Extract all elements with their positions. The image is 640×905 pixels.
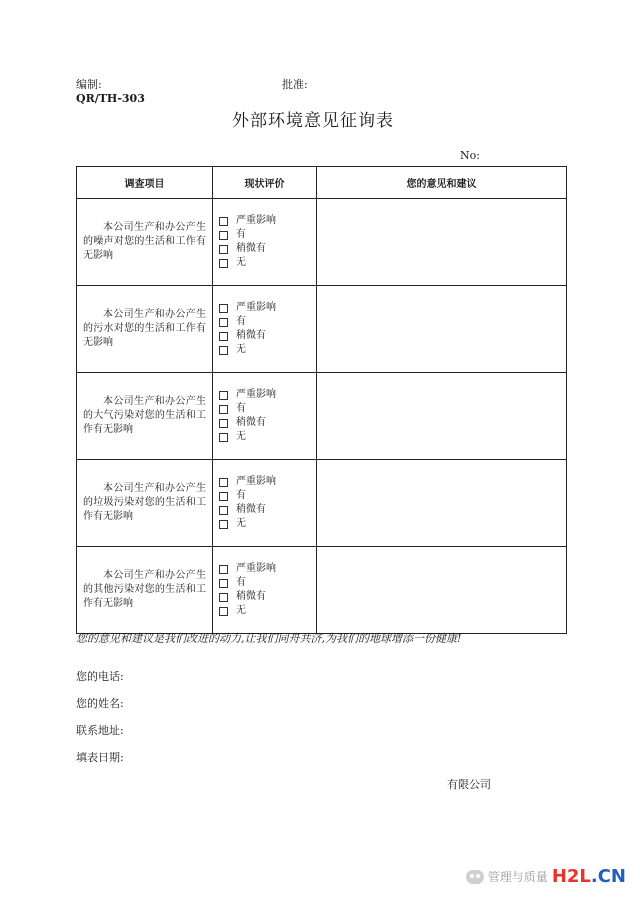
rating-option[interactable] (219, 604, 316, 618)
rating-option[interactable] (219, 416, 316, 430)
checkbox[interactable] (219, 304, 228, 313)
checkbox[interactable] (219, 607, 228, 616)
rating-option[interactable] (219, 329, 316, 343)
checkbox[interactable] (219, 593, 228, 602)
rating-option-label: 严重影响 (236, 215, 276, 226)
table-row (77, 373, 567, 460)
rating-option[interactable] (219, 430, 316, 444)
rating-option-label: 稍微有 (236, 504, 266, 515)
checkbox[interactable] (219, 478, 228, 487)
checkbox[interactable] (219, 565, 228, 574)
survey-item-cell (77, 199, 213, 286)
checkbox[interactable] (219, 217, 228, 226)
rating-options-cell (213, 199, 317, 286)
document-title: 外部环境意见征询表 (232, 111, 394, 131)
rating-option[interactable] (219, 242, 316, 256)
survey-item-cell (77, 286, 213, 373)
survey-item-text: 本公司生产和办公产生的垃圾污染对您的生活和工作有无影响 (83, 483, 206, 522)
rating-option-label: 严重影响 (236, 563, 276, 574)
date-field-label: 填表日期: (76, 751, 124, 764)
checkbox[interactable] (219, 433, 228, 442)
table-row (77, 460, 567, 547)
checkbox[interactable] (219, 346, 228, 355)
company-name: 有限公司 (447, 778, 491, 791)
rating-option-label: 无 (236, 605, 246, 616)
rating-option[interactable] (219, 517, 316, 531)
rating-option[interactable] (219, 402, 316, 416)
rating-option-label: 严重影响 (236, 302, 276, 313)
rating-option[interactable] (219, 214, 316, 228)
rating-options-cell (213, 286, 317, 373)
document-code: QR/TH-303 (76, 92, 145, 105)
checkbox[interactable] (219, 579, 228, 588)
rating-option-label: 稍微有 (236, 330, 266, 341)
checkbox[interactable] (219, 405, 228, 414)
wechat-icon (466, 870, 484, 884)
rating-option-label: 无 (236, 431, 246, 442)
rating-option-label: 稍微有 (236, 243, 266, 254)
rating-option-label: 稍微有 (236, 591, 266, 602)
rating-option-label: 有 (236, 490, 246, 501)
table-row (77, 547, 567, 634)
rating-option[interactable] (219, 301, 316, 315)
rating-option[interactable] (219, 228, 316, 242)
rating-option[interactable] (219, 256, 316, 270)
slogan-text: 您的意见和建议是我们改进的动力,让我们同舟共济,为我们的地球增添一份健康! (76, 632, 462, 645)
survey-item-cell (77, 373, 213, 460)
compiled-by-label: 编制: (76, 78, 102, 91)
rating-options-cell (213, 373, 317, 460)
rating-option-label: 无 (236, 344, 246, 355)
suggestion-cell[interactable] (317, 460, 567, 547)
checkbox[interactable] (219, 231, 228, 240)
survey-item-text: 本公司生产和办公产生的污水对您的生活和工作有无影响 (83, 309, 206, 348)
suggestion-cell[interactable] (317, 286, 567, 373)
header-status-rating: 现状评价 (213, 167, 317, 199)
rating-option-label: 有 (236, 229, 246, 240)
checkbox[interactable] (219, 520, 228, 529)
rating-options-cell (213, 460, 317, 547)
survey-item-text: 本公司生产和办公产生的大气污染对您的生活和工作有无影响 (83, 396, 206, 435)
rating-option-label: 严重影响 (236, 389, 276, 400)
rating-option-label: 无 (236, 518, 246, 529)
suggestion-cell[interactable] (317, 199, 567, 286)
survey-item-cell (77, 547, 213, 634)
rating-option-label: 无 (236, 257, 246, 268)
suggestion-cell[interactable] (317, 547, 567, 634)
rating-option-label: 有 (236, 577, 246, 588)
h2l-logo: H2L.CN (551, 866, 626, 887)
header-suggestions: 您的意见和建议 (317, 167, 567, 199)
checkbox[interactable] (219, 492, 228, 501)
name-field-label: 您的姓名: (76, 697, 124, 710)
rating-option[interactable] (219, 315, 316, 329)
rating-option-label: 严重影响 (236, 476, 276, 487)
survey-item-text: 本公司生产和办公产生的其他污染对您的生活和工作有无影响 (83, 570, 206, 609)
checkbox[interactable] (219, 506, 228, 515)
suggestion-cell[interactable] (317, 373, 567, 460)
rating-option[interactable] (219, 388, 316, 402)
rating-options-cell (213, 547, 317, 634)
rating-option[interactable] (219, 590, 316, 604)
serial-number-label: No: (460, 149, 480, 162)
header-survey-item: 调查项目 (77, 167, 213, 199)
table-row (77, 199, 567, 286)
checkbox[interactable] (219, 245, 228, 254)
watermark-text: 管理与质量 (487, 870, 548, 884)
survey-item-cell (77, 460, 213, 547)
rating-option[interactable] (219, 475, 316, 489)
rating-option-label: 有 (236, 316, 246, 327)
rating-option-label: 有 (236, 403, 246, 414)
phone-field-label: 您的电话: (76, 670, 124, 683)
checkbox[interactable] (219, 419, 228, 428)
rating-option[interactable] (219, 576, 316, 590)
checkbox[interactable] (219, 332, 228, 341)
table-row (77, 286, 567, 373)
survey-table (76, 166, 567, 634)
survey-item-text: 本公司生产和办公产生的噪声对您的生活和工作有无影响 (83, 222, 206, 261)
rating-option[interactable] (219, 503, 316, 517)
rating-option-label: 稍微有 (236, 417, 266, 428)
checkbox[interactable] (219, 259, 228, 268)
table-header-row (77, 167, 567, 199)
checkbox[interactable] (219, 318, 228, 327)
rating-option[interactable] (219, 562, 316, 576)
address-field-label: 联系地址: (76, 724, 124, 737)
checkbox[interactable] (219, 391, 228, 400)
watermark (466, 866, 626, 887)
rating-option[interactable] (219, 343, 316, 357)
approved-by-label: 批准: (282, 78, 308, 91)
rating-option[interactable] (219, 489, 316, 503)
